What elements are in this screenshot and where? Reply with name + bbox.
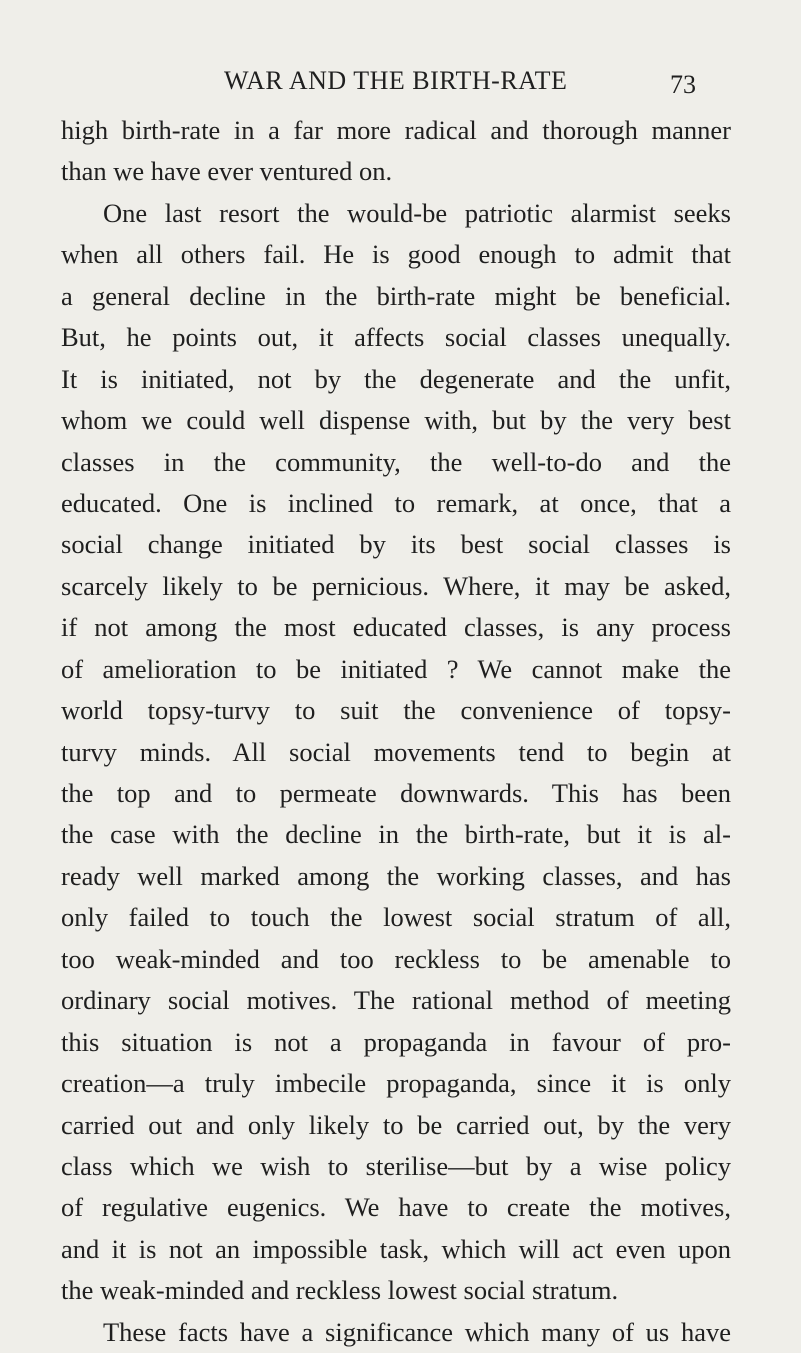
- text-line: whom we could well dispense with, but by the very best: [61, 405, 731, 436]
- text-line: of regulative eugenics. We have to create the motives,: [61, 1192, 731, 1223]
- text-line: the top and to permeate downwards. This has been: [61, 778, 731, 808]
- text-line: social change initiated by its best social classes is: [61, 529, 731, 560]
- text-line: creation—a truly imbecile propaganda, since it is only: [61, 1068, 731, 1099]
- text-line: the case with the decline in the birth-rate, but it is al-: [61, 819, 731, 850]
- text-line: when all others fail. He is good enough to admit that: [61, 239, 731, 270]
- text-line: scarcely likely to be pernicious. Where, it may be asked,: [61, 570, 731, 601]
- text-line: the weak-minded and reckless lowest social stratum.: [61, 1275, 619, 1306]
- text-line: only failed to touch the lowest social stratum of all,: [61, 902, 731, 933]
- text-line: It is initiated, not by the degenerate and the unfit,: [61, 363, 731, 394]
- text-line: if not among the most educated classes, is any process: [61, 612, 731, 643]
- text-line: carried out and only likely to be carried out, by the very: [61, 1109, 731, 1140]
- page-number: 73: [670, 70, 696, 99]
- text-line: a general decline in the birth-rate might be beneficial.: [61, 280, 731, 311]
- text-line: class which we wish to sterilise—but by a wise policy: [61, 1150, 731, 1181]
- text-line: and it is not an impossible task, which will act even upon: [61, 1233, 731, 1264]
- text-line: But, he points out, it affects social classes unequally.: [61, 322, 731, 353]
- text-line: These facts have a significance which many of us have: [103, 1316, 731, 1347]
- running-head-title: WAR AND THE BIRTH-RATE: [224, 66, 568, 95]
- text-line: high birth-rate in a far more radical and thorough manner: [61, 115, 731, 145]
- text-line: of amelioration to be initiated ? We cannot make the: [61, 653, 731, 684]
- text-line: too weak-minded and too reckless to be amenable to: [61, 943, 731, 974]
- text-line: classes in the community, the well-to-do and the: [61, 446, 731, 477]
- text-line: world topsy-turvy to suit the convenience of topsy-: [61, 695, 731, 726]
- text-line: ordinary social motives. The rational method of meeting: [61, 985, 731, 1016]
- text-line: ready well marked among the working classes, and has: [61, 860, 731, 891]
- text-line: turvy minds. All social movements tend to begin at: [61, 736, 731, 767]
- text-line: this situation is not a propaganda in favour of pro-: [61, 1026, 731, 1057]
- text-line: One last resort the would-be patriotic alarmist seeks: [103, 197, 731, 228]
- text-line: educated. One is inclined to remark, at once, that a: [61, 487, 731, 518]
- text-line: than we have ever ventured on.: [61, 156, 393, 187]
- body-text: [61, 110, 731, 1353]
